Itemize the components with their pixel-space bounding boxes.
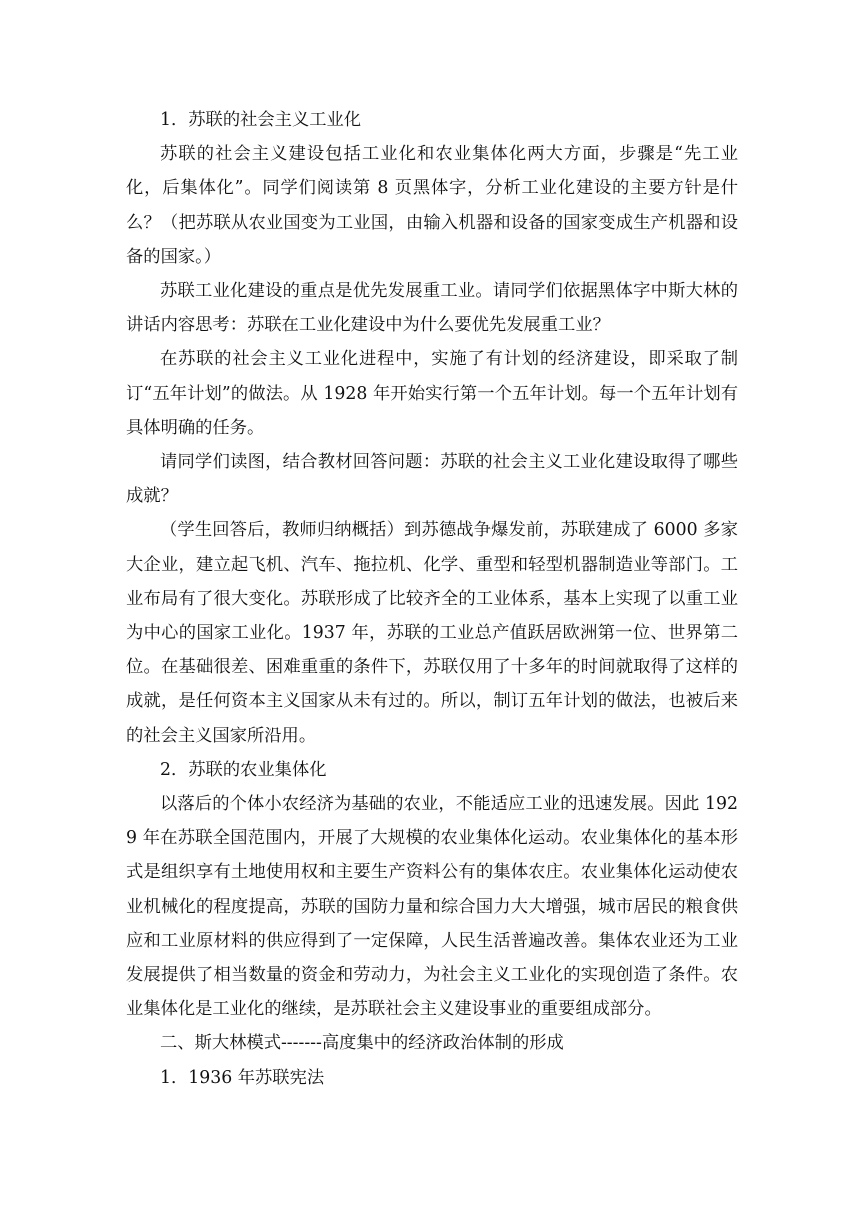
- section-heading-industrialization: 1．苏联的社会主义工业化: [160, 110, 362, 130]
- paragraph-reading-question: 请同学们读图，结合教材回答问题：苏联的社会主义工业化建设取得了哪些成就？: [126, 452, 738, 507]
- document-body: [126, 103, 738, 1095]
- section-heading-collectivization: 2．苏联的农业集体化: [160, 759, 327, 780]
- paragraph-five-year-plan: 在苏联的社会主义工业化进程中，实施了有计划的经济建设，即采取了制订“五年计划”的做法。从 1928 年开始实行第一个五年计划。每一个五年计划有具体明确的任务。: [126, 349, 738, 438]
- paragraph-industrial-achievements: （学生回答后，教师归纳概括）到苏德战争爆发前，苏联建成了 6000 多家大企业，建立起飞机、汽车、拖拉机、化学、重型和轻型机器制造业等部门。工业布局有了很大变化。苏联形成了比较齐全的工业体系，基本上实现了以重工业为中心的国家工业化。1937 年，苏联的工业总产值跃居欧洲第一位、世界第二位。在基础很差、困难重重的条件下，苏联仅用了十多年的时间就取得了这样的成就，是任何资本主义国家从未有过的。所以，制订五年计划的做法，也被后来的社会主义国家所沿用。: [126, 520, 738, 746]
- paragraph-agricultural-collectivization: 以落后的个体小农经济为基础的农业，不能适应工业的迅速发展。因此 1929 年在苏联全国范围内，开展了大规模的农业集体化运动。农业集体化的基本形式是组织享有土地使用权和主要生产资料公有的集体农庄。农业集体化运动使农业机械化的程度提高，苏联的国防力量和综合国力大大增强，城市居民的粮食供应和工业原材料的供应得到了一定保障，人民生活普遍改善。集体农业还为工业发展提供了相当数量的资金和劳动力，为社会主义工业化的实现创造了条件。农业集体化是工业化的继续，是苏联社会主义建设事业的重要组成部分。: [126, 794, 738, 1020]
- paragraph-construction-overview: 苏联的社会主义建设包括工业化和农业集体化两大方面，步骤是“先工业化，后集体化”。同学们阅读第 8 页黑体字，分析工业化建设的主要方针是什么？（把苏联从农业国变为工业国，由输入机器和设备的国家变成生产机器和设备的国家。）: [126, 144, 738, 267]
- paragraph-heavy-industry-focus: 苏联工业化建设的重点是优先发展重工业。请同学们依据黑体字中斯大林的讲话内容思考：苏联在工业化建设中为什么要优先发展重工业？: [126, 281, 738, 336]
- section-heading-1936-constitution: 1．1936 年苏联宪法: [160, 1067, 325, 1088]
- section-heading-stalin-model: 二、斯大林模式-------高度集中的经济政治体制的形成: [160, 1033, 564, 1054]
